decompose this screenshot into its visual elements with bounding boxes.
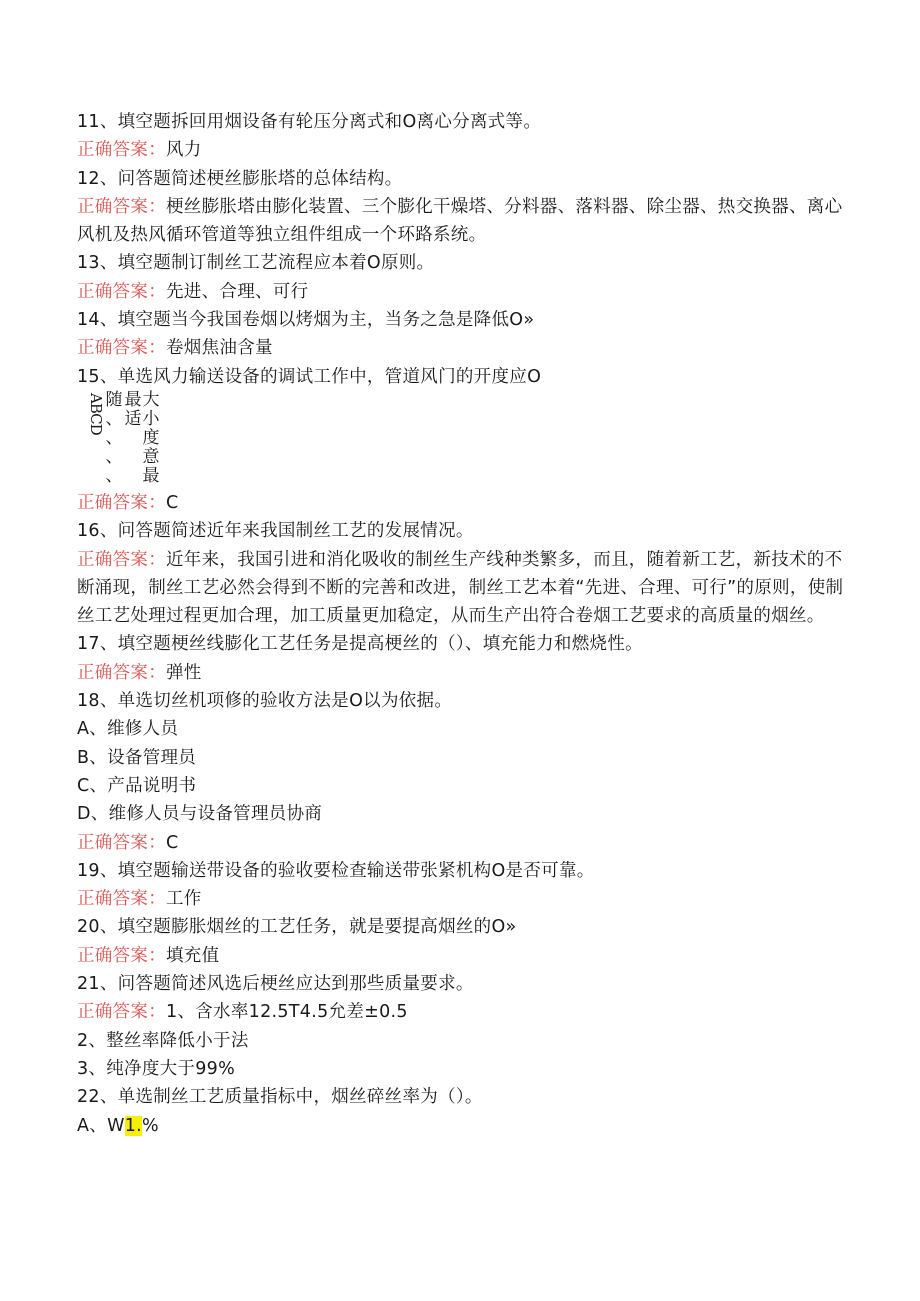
glyph: 、 (105, 465, 123, 486)
question-13: 13、填空题制订制丝工艺流程应本着O原则。 (77, 253, 435, 274)
option-col-3 (142, 391, 160, 486)
option-col-2 (124, 391, 142, 429)
question-12: 12、问答题简述梗丝膨胀塔的总体结构。 (77, 168, 403, 189)
answer-label: 正确答案： (77, 549, 166, 570)
option-col-1 (105, 391, 123, 486)
answer-text: 先进、合理、可行 (166, 281, 309, 302)
option-a (77, 1112, 847, 1140)
answer-15 (77, 489, 847, 517)
question-21: 21、问答题简述风选后梗丝应达到那些质量要求。 (77, 974, 474, 995)
glyph: 意 (142, 446, 160, 467)
answer-label: 正确答案： (77, 196, 166, 217)
answer-text: 梗丝膨胀塔由膨化装置、三个膨化干燥塔、分料器、落料器、除尘器、热交换器、离心风机及热风循环管道等独立组件组成一个环路系统。 (77, 196, 843, 246)
glyph: 适 (124, 408, 142, 429)
answer-16 (77, 546, 847, 631)
answer-text: 填充值 (166, 945, 220, 966)
question-11: 11、填空题拆回用烟设备有轮压分离式和O离心分离式等。 (77, 112, 542, 132)
glyph: 最 (142, 465, 160, 486)
glyph: 、 (105, 446, 123, 467)
option-c: C、产品说明书 (77, 775, 197, 796)
option-b: B、设备管理员 (77, 747, 197, 768)
answer-label: 正确答案： (77, 338, 166, 359)
question-15-options (77, 391, 847, 489)
question-14: 14、填空题当今我国卷烟以烤烟为主，当务之急是降低O» (77, 310, 535, 331)
answer-label: 正确答案： (77, 945, 166, 966)
answer-19 (77, 885, 847, 913)
answer-text: 1、含水率12.5T4.5允差±0.5 (166, 1002, 408, 1023)
glyph: 大 (142, 389, 160, 410)
answer-label: 正确答案： (77, 1002, 166, 1023)
highlighted-text: 1. (124, 1115, 142, 1136)
answer-label: 正确答案： (77, 889, 166, 910)
option-prefix: A、W (77, 1115, 125, 1136)
answer-20 (77, 942, 847, 970)
option-suffix: % (141, 1115, 159, 1136)
answer-label: 正确答案： (77, 140, 166, 161)
question-20: 20、填空题膨胀烟丝的工艺任务，就是要提高烟丝的O» (77, 917, 517, 938)
glyph: 、 (105, 408, 123, 429)
question-18: 18、单选切丝机项修的验收方法是O以为依据。 (77, 691, 453, 712)
answer-12 (77, 193, 847, 250)
answer-text: 近年来，我国引进和消化吸收的制丝生产线种类繁多，而且，随着新工艺，新技术的不断涌现，制丝工艺必然会得到不断的完善和改进，制丝工艺本着“先进、合理、可行”的原则，使制丝工艺处理过程更加合理，加工质量更加稳定，从而生产出符合卷烟工艺要求的高质量的烟丝。 (77, 549, 844, 627)
option-d: D、维修人员与设备管理员协商 (77, 804, 323, 825)
glyph: 随 (105, 389, 123, 410)
option-letters: ABCD (87, 392, 105, 435)
answer-17 (77, 659, 847, 687)
answer-text: 工作 (166, 889, 202, 910)
question-15: 15、单选风力输送设备的调试工作中，管道风门的开度应O (77, 366, 542, 387)
answer-text: 弹性 (166, 662, 202, 683)
answer-14 (77, 334, 847, 362)
answer-13 (77, 278, 847, 306)
answer-text: C (166, 832, 179, 853)
answer-label: 正确答案： (77, 662, 166, 683)
answer-21-line-2: 2、整丝率降低小于法 (77, 1030, 249, 1051)
glyph: 最 (124, 389, 142, 410)
question-22: 22、单选制丝工艺质量指标中，烟丝碎丝率为（）。 (77, 1087, 483, 1108)
glyph: 度 (142, 427, 160, 448)
question-19: 19、填空题输送带设备的验收要检查输送带张紧机构O是否可靠。 (77, 860, 595, 881)
answer-label: 正确答案： (77, 281, 166, 302)
glyph: 小 (142, 408, 160, 429)
answer-21 (77, 998, 847, 1026)
answer-label: 正确答案： (77, 492, 166, 513)
answer-11 (77, 136, 847, 164)
answer-text: C (166, 492, 179, 513)
answer-text: 风力 (166, 140, 202, 161)
answer-21-line-3: 3、纯净度大于99% (77, 1058, 236, 1079)
answer-18 (77, 829, 847, 857)
question-16: 16、问答题简述近年来我国制丝工艺的发展情况。 (77, 521, 474, 542)
answer-label: 正确答案： (77, 832, 166, 853)
document-page (77, 108, 847, 1140)
glyph: 、 (105, 427, 123, 448)
question-17: 17、填空题梗丝线膨化工艺任务是提高梗丝的（）、填充能力和燃烧性。 (77, 634, 643, 655)
answer-text: 卷烟焦油含量 (166, 338, 273, 359)
option-a: A、维修人员 (77, 719, 179, 740)
